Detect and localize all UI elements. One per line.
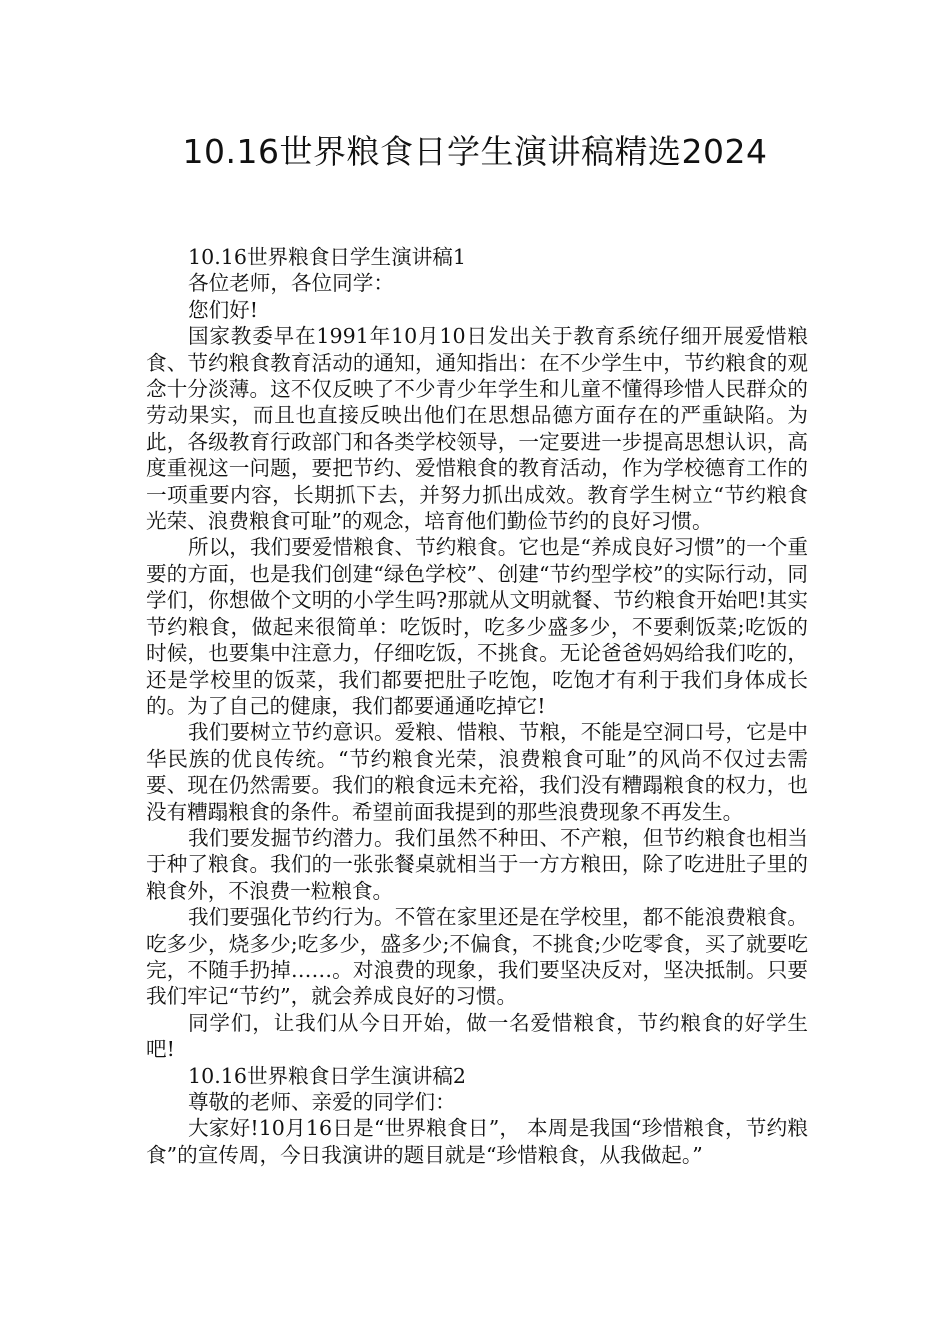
body-paragraph: 我们要发掘节约潜力。我们虽然不种田、不产粮，但节约粮食也相当于种了粮食。我们的一张张餐桌就相当于一方方粮田，除了吃进肚子里的粮食外，不浪费一粒粮食。 [146,825,808,903]
closing-paragraph: 同学们，让我们从今日开始，做一名爱惜粮食，节约粮食的好学生吧! [146,1010,808,1062]
speech-1-heading: 10.16世界粮食日学生演讲稿1 [188,245,466,269]
salutation: 尊敬的老师、亲爱的同学们： [188,1090,456,1114]
document-title: 10.16世界粮食日学生演讲稿精选2024 [182,132,768,171]
body-paragraph: 我们要树立节约意识。爱粮、惜粮、节粮，不能是空洞口号，它是中华民族的优良传统。“节约粮食光荣，浪费粮食可耻”的风尚不仅过去需要、现在仍然需要。我们的粮食远未充裕，我们没有糟蹋粮食的权力，也没有糟蹋粮食的条件。希望前面我提到的那些浪费现象不再发生。 [146,720,808,824]
body-paragraph: 所以，我们要爱惜粮食、节约粮食。它也是“养成良好习惯”的一个重要的方面，也是我们创建“绿色学校”、创建“节约型学校”的实际行动，同学们，你想做个文明的小学生吗?那就从文明就餐、节约粮食开始吧!其实节约粮食，做起来很简单：吃饭时，吃多少盛多少，不要剩饭菜;吃饭的时候，也要集中注意力，仔细吃饭，不挑食。无论爸爸妈妈给我们吃的，还是学校里的饭菜，我们都要把肚子吃饱，吃饱才有利于我们身体成长的。为了自己的健康，我们都要通通吃掉它! [146,535,808,718]
body-paragraph: 国家教委早在1991年10月10日发出关于教育系统仔细开展爱惜粮食、节约粮食教育活动的通知，通知指出：在不少学生中，节约粮食的观念十分淡薄。这不仅反映了不少青少年学生和儿童不懂得珍惜人民群众的劳动果实，而且也直接反映出他们在思想品德方面存在的严重缺陷。为此，各级教育行政部门和各类学校领导，一定要进一步提高思想认识，高度重视这一问题，要把节约、爱惜粮食的教育活动，作为学校德育工作的一项重要内容，长期抓下去，并努力抓出成效。教育学生树立“节约粮食光荣、浪费粮食可耻”的观念，培育他们勤俭节约的良好习惯。 [146,324,808,534]
salutation: 各位老师，各位同学： [188,271,394,296]
speech-2-heading: 10.16世界粮食日学生演讲稿2 [188,1063,466,1088]
body-paragraph: 我们要强化节约行为。不管在家里还是在学校里，都不能浪费粮食。吃多少，烧多少;吃多少，盛多少;不偏食，不挑食;少吃零食，买了就要吃完，不随手扔掉……。对浪费的现象，我们要坚决反对，坚决抵制。只要我们牢记“节约”，就会养成良好的习惯。 [146,905,808,1009]
body-paragraph: 大家好!10月16日是“世界粮食日”， 本周是我国“珍惜粮食，节约粮食”的宣传周，今日我演讲的题目就是“珍惜粮食，从我做起。” [146,1116,808,1167]
document-body [146,244,808,1168]
greeting: 您们好! [188,297,259,322]
